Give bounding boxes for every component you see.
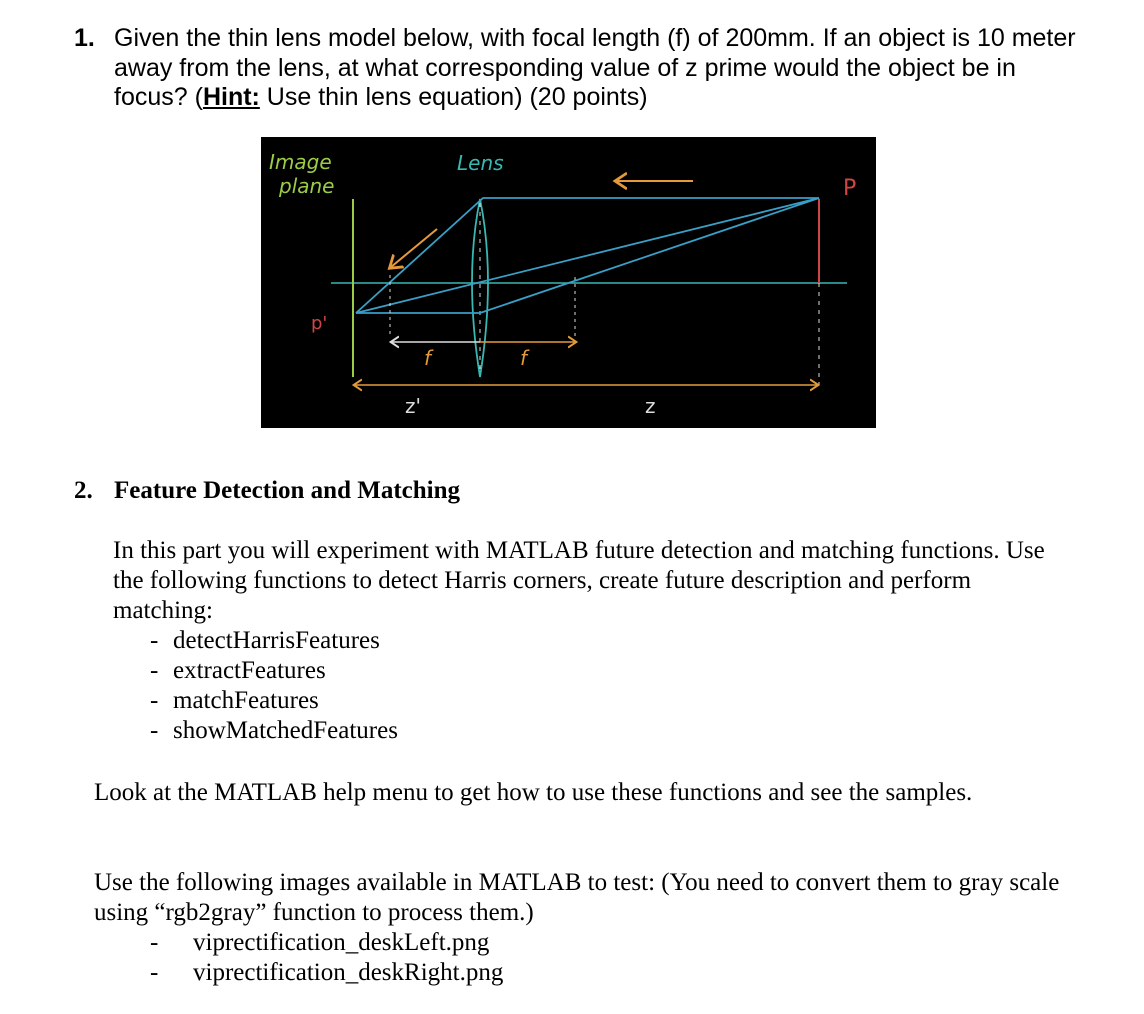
list-bullet: - bbox=[150, 959, 159, 986]
function-name: matchFeatures bbox=[173, 687, 319, 714]
image-file-name: viprectification_deskLeft.png bbox=[193, 929, 490, 956]
question-1-text bbox=[114, 24, 1084, 113]
question-1-text-end: Use thin lens equation) (20 points) bbox=[259, 83, 648, 111]
f-left-label: f bbox=[424, 346, 432, 370]
ray-chief bbox=[356, 198, 819, 313]
function-name: extractFeatures bbox=[173, 657, 326, 684]
list-bullet: - bbox=[150, 687, 159, 714]
question-2-number: 2. bbox=[74, 477, 93, 504]
list-bullet: - bbox=[150, 657, 159, 684]
test-images-text: Use the following images available in MATLAB to test: (You need to convert them to gray scale using “rgb2gray” function to process them.) bbox=[94, 869, 1060, 926]
question-1 bbox=[74, 24, 1084, 113]
list-item bbox=[150, 656, 398, 686]
list-item bbox=[150, 716, 398, 746]
help-menu-text: Look at the MATLAB help menu to get how to use these functions and see the samples. bbox=[94, 779, 973, 806]
z-prime-label: z' bbox=[405, 394, 421, 418]
list-bullet: - bbox=[150, 929, 159, 956]
question-1-text-start: Given the thin lens model below, with focal length (f) of 200mm. If an object is 10 meter away from the lens, at what corresponding value of z prime would the object be in focus? ( bbox=[114, 24, 1076, 111]
list-item bbox=[150, 928, 503, 958]
z-label: z bbox=[645, 394, 656, 418]
lens-label: Lens bbox=[457, 151, 504, 175]
hint-label: Hint: bbox=[202, 83, 260, 111]
question-2-title-text: Feature Detection and Matching bbox=[114, 477, 461, 504]
list-item bbox=[150, 626, 398, 656]
image-file-name: viprectification_deskRight.png bbox=[193, 959, 504, 986]
function-name: detectHarrisFeatures bbox=[173, 627, 380, 654]
function-name: showMatchedFeatures bbox=[173, 717, 398, 744]
question-1-number: 1. bbox=[74, 24, 95, 52]
image-point-label: p' bbox=[311, 313, 328, 334]
list-item bbox=[150, 958, 503, 988]
thin-lens-svg bbox=[261, 137, 876, 428]
thin-lens-diagram bbox=[261, 137, 876, 428]
function-list bbox=[150, 626, 398, 746]
image-plane-label-line2: plane bbox=[279, 174, 335, 198]
image-file-list bbox=[150, 928, 503, 988]
question-2-intro: In this part you will experiment with MATLAB future detection and matching functions. Use the following functions to detect Harris corners, create future description and perform matching: bbox=[113, 537, 1045, 624]
object-label: P bbox=[843, 176, 857, 201]
list-item bbox=[150, 686, 398, 716]
question-2-title bbox=[74, 476, 460, 506]
f-right-label: f bbox=[520, 346, 528, 370]
list-bullet: - bbox=[150, 627, 159, 654]
image-plane-label-line1: Image bbox=[269, 150, 332, 174]
list-bullet: - bbox=[150, 717, 159, 744]
